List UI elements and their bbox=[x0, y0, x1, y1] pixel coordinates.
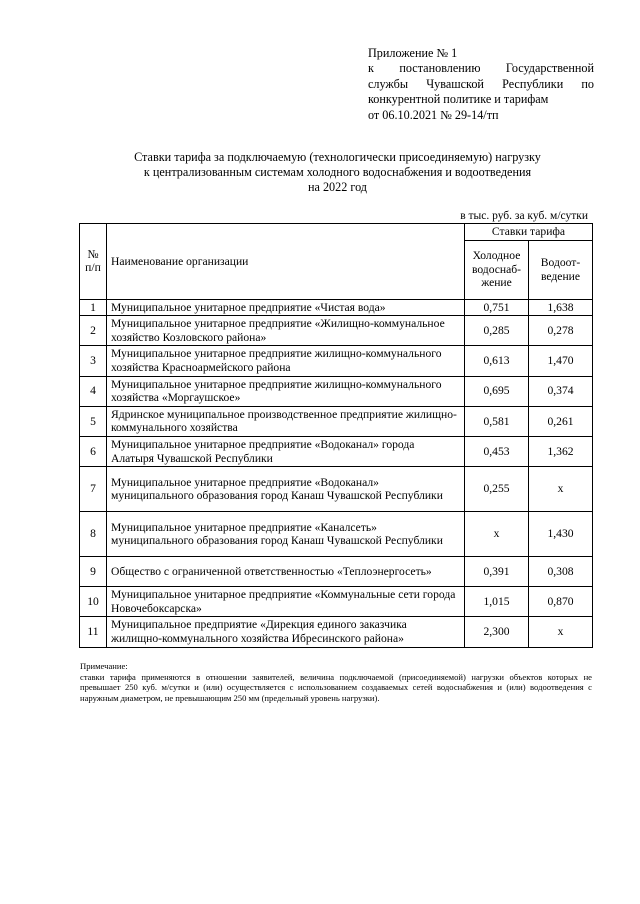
sewerage-rate: 1,430 bbox=[529, 512, 593, 557]
cold-water-rate: х bbox=[465, 512, 529, 557]
header-number: № п/п bbox=[80, 224, 107, 300]
row-number: 2 bbox=[80, 316, 107, 346]
row-number: 1 bbox=[80, 299, 107, 316]
cold-water-rate: 0,255 bbox=[465, 467, 529, 512]
cold-water-rate: 0,751 bbox=[465, 299, 529, 316]
sewerage-rate: х bbox=[529, 617, 593, 647]
table-row bbox=[80, 557, 593, 587]
cold-water-rate: 0,453 bbox=[465, 436, 529, 466]
row-number: 11 bbox=[80, 617, 107, 647]
row-number: 8 bbox=[80, 512, 107, 557]
cold-water-rate: 1,015 bbox=[465, 587, 529, 617]
appendix-line: службы Чувашской Республики по bbox=[368, 76, 594, 91]
organization-name: Муниципальное унитарное предприятие жилищно-коммунального хозяйства «Моргаушское» bbox=[107, 376, 465, 406]
cold-water-rate: 0,695 bbox=[465, 376, 529, 406]
row-number: 10 bbox=[80, 587, 107, 617]
sewerage-rate: 0,308 bbox=[529, 557, 593, 587]
header-sewerage: Водоот-ведение bbox=[529, 240, 593, 299]
table-row bbox=[80, 587, 593, 617]
table-row bbox=[80, 316, 593, 346]
row-number: 6 bbox=[80, 436, 107, 466]
appendix-line: конкурентной политике и тарифам bbox=[368, 92, 549, 107]
row-number: 9 bbox=[80, 557, 107, 587]
appendix-title: Приложение № 1 bbox=[368, 46, 458, 60]
appendix-line: к постановлению Государственной bbox=[368, 61, 594, 76]
organization-name: Муниципальное унитарное предприятие «Чистая вода» bbox=[107, 299, 465, 316]
units-label: в тыс. руб. за куб. м/сутки bbox=[460, 210, 588, 222]
sewerage-rate: 0,374 bbox=[529, 376, 593, 406]
organization-name: Муниципальное унитарное предприятие «Коммунальные сети города Новочебоксарска» bbox=[107, 587, 465, 617]
cold-water-rate: 0,613 bbox=[465, 346, 529, 376]
organization-name: Муниципальное унитарное предприятие «Водоканал» муниципального образования город Канаш Чувашской Республики bbox=[107, 467, 465, 512]
footnote-text: ставки тарифа применяются в отношении заявителей, величина подключаемой (присоединяемой) нагрузки объектов которых не превышает 250 куб. м/сутки и (или) осуществляется с использованием создаваемых сетей водоснабжения и (или) водоотведения с наружным диаметром, не превышающим 250 мм (предельный уровень нагрузки). bbox=[80, 671, 592, 703]
organization-name: Общество с ограниченной ответственностью «Теплоэнергосеть» bbox=[107, 557, 465, 587]
table-row bbox=[80, 467, 593, 512]
sewerage-rate: 0,278 bbox=[529, 316, 593, 346]
sewerage-rate: 1,638 bbox=[529, 299, 593, 316]
row-number: 5 bbox=[80, 406, 107, 436]
organization-name: Муниципальное унитарное предприятие «Водоканал» города Алатыря Чувашской Республики bbox=[107, 436, 465, 466]
sewerage-rate: 0,261 bbox=[529, 406, 593, 436]
header-organization: Наименование организации bbox=[107, 224, 465, 300]
sewerage-rate: 1,362 bbox=[529, 436, 593, 466]
table-row bbox=[80, 346, 593, 376]
appendix-header bbox=[368, 46, 594, 123]
row-number: 7 bbox=[80, 467, 107, 512]
title-line: к централизованным системам холодного водоснабжения и водоотведения bbox=[143, 165, 532, 179]
table-row bbox=[80, 512, 593, 557]
organization-name: Муниципальное унитарное предприятие «Каналсеть» муниципального образования город Канаш Чувашской Республики bbox=[107, 512, 465, 557]
header-cold-water: Холодное водоснаб-жение bbox=[465, 240, 529, 299]
title-line: на 2022 год bbox=[307, 180, 368, 194]
table-row bbox=[80, 376, 593, 406]
title-line: Ставки тарифа за подключаемую (технологически присоединяемую) нагрузку bbox=[134, 150, 541, 164]
footnote bbox=[80, 661, 592, 703]
sewerage-rate: 1,470 bbox=[529, 346, 593, 376]
cold-water-rate: 0,285 bbox=[465, 316, 529, 346]
organization-name: Муниципальное унитарное предприятие жилищно-коммунального хозяйства Красноармейского района bbox=[107, 346, 465, 376]
row-number: 3 bbox=[80, 346, 107, 376]
appendix-date: от 06.10.2021 № 29-14/тп bbox=[368, 107, 499, 122]
organization-name: Муниципальное предприятие «Дирекция единого заказчика жилищно-коммунального хозяйства Ибресинского района» bbox=[107, 617, 465, 647]
table-row bbox=[80, 617, 593, 647]
table-row bbox=[80, 299, 593, 316]
cold-water-rate: 0,391 bbox=[465, 557, 529, 587]
header-tariff-rates: Ставки тарифа bbox=[465, 224, 593, 241]
table-row bbox=[80, 406, 593, 436]
table-row bbox=[80, 436, 593, 466]
cold-water-rate: 2,300 bbox=[465, 617, 529, 647]
sewerage-rate: 0,870 bbox=[529, 587, 593, 617]
organization-name: Муниципальное унитарное предприятие «Жилищно-коммунальное хозяйство Козловского района» bbox=[107, 316, 465, 346]
tariff-table bbox=[79, 223, 593, 648]
cold-water-rate: 0,581 bbox=[465, 406, 529, 436]
footnote-heading: Примечание: bbox=[80, 661, 128, 671]
sewerage-rate: х bbox=[529, 467, 593, 512]
document-title bbox=[80, 150, 595, 195]
row-number: 4 bbox=[80, 376, 107, 406]
organization-name: Ядринское муниципальное производственное предприятие жилищно-коммунального хозяйства bbox=[107, 406, 465, 436]
